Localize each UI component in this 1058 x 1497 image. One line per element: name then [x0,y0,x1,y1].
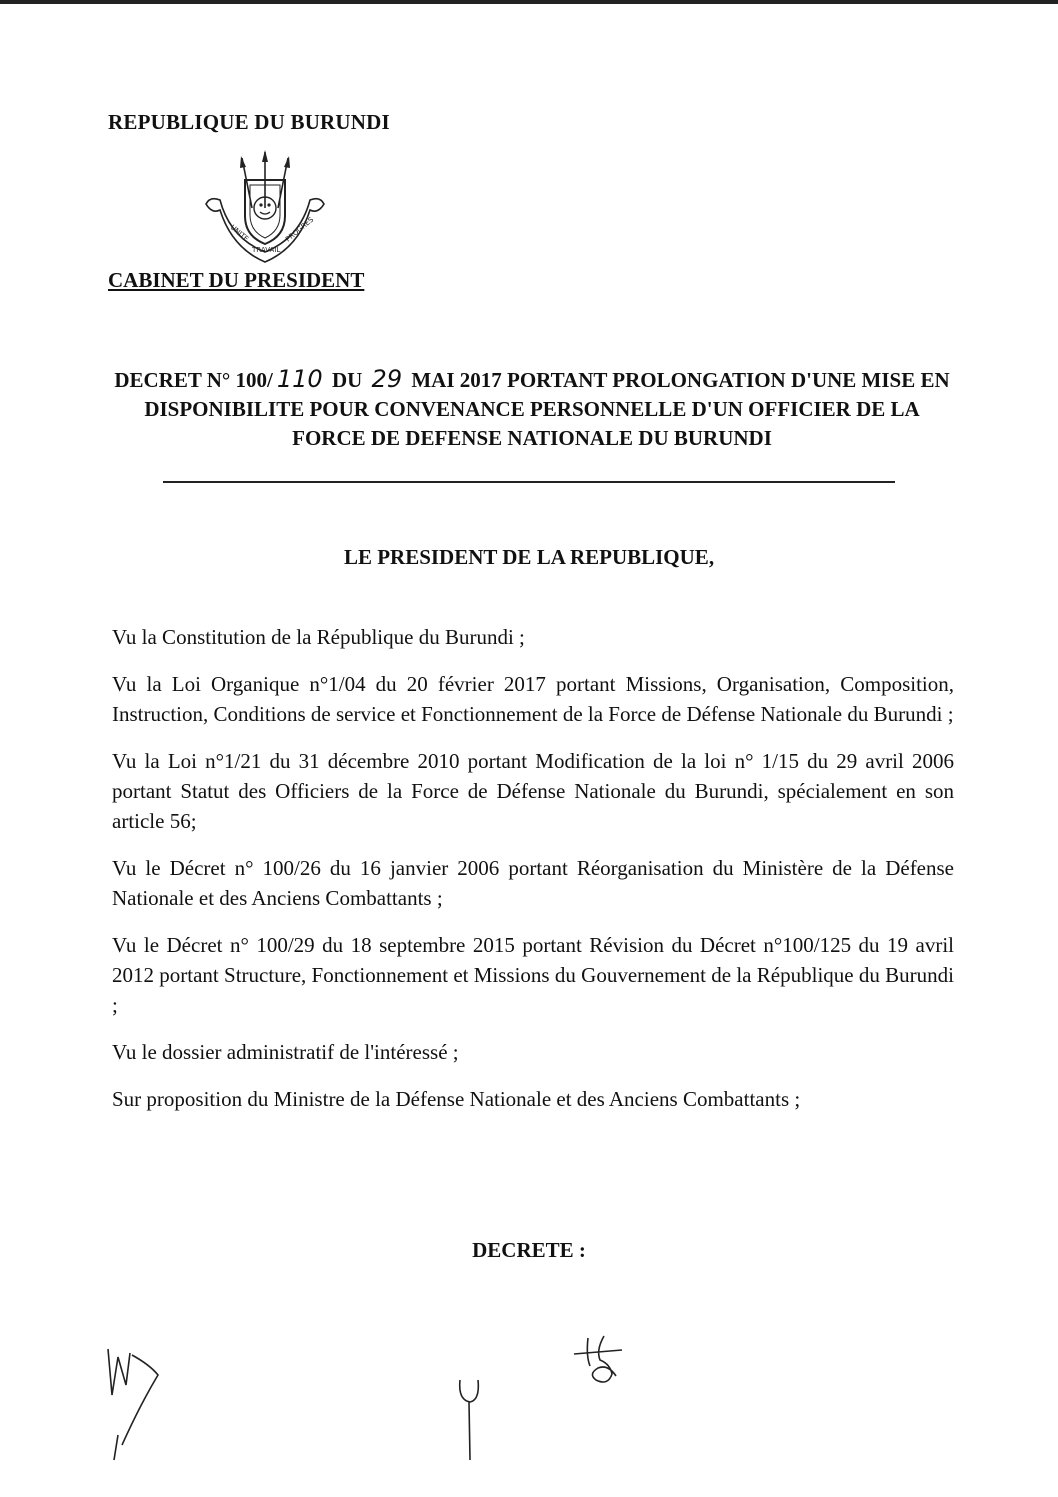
considerant-item: Vu la Loi n°1/21 du 31 décembre 2010 portant Modification de la loi n° 1/15 du 29 avril 2006 portant Statut des Officiers de la Force de Défense Nationale du Burundi, spécialement en son article 56; [112,749,954,833]
considerant-item: Vu le Décret n° 100/29 du 18 septembre 2015 portant Révision du Décret n°100/125 du 19 avril 2012 portant Structure, Fonctionnement et Missions du Gouvernement de la République du Burundi ; [112,933,954,1017]
considerant-item: Vu le dossier administratif de l'intéressé ; [112,1040,459,1064]
country-header: REPUBLIQUE DU BURUNDI [108,110,390,134]
considerant-item: Vu la Constitution de la République du Burundi ; [112,625,525,649]
decree-title-part3: MAI 2017 PORTANT PROLONGATION D'UNE MISE EN DISPONIBILITE POUR CONVENANCE PERSONNELLE D'UN OFFICIER DE LA FORCE DE DEFENSE NATIONALE DU BURUNDI [144,368,950,450]
considerants-list [112,622,954,1131]
svg-text:PROGRES: PROGRES [284,215,316,244]
initials-signature-left [100,1335,170,1465]
title-divider [163,481,895,483]
cabinet-header: CABINET DU PRESIDENT [108,268,365,292]
considerant-item: Vu le Décret n° 100/26 du 16 janvier 2006 portant Réorganisation du Ministère de la Défense Nationale et des Anciens Combattants ; [112,856,954,910]
considerant-item: Vu la Loi Organique n°1/04 du 20 février 2017 portant Missions, Organisation, Composition, Instruction, Conditions de service et Fonctionnement de la Force de Défense Nationale du Burundi ; [112,672,954,726]
svg-text:TRAVAIL: TRAVAIL [252,246,281,254]
coat-of-arms-icon [200,148,330,268]
president-heading: LE PRESIDENT DE LA REPUBLIQUE, [343,545,715,569]
decree-day-handwritten: 29 [371,365,403,393]
svg-text:UNITE: UNITE [228,223,251,244]
initials-signature-middle [450,1370,490,1465]
decree-number-handwritten: 110 [276,365,323,393]
initials-signature-right [568,1330,628,1390]
decree-title-part2: DU [331,368,363,392]
decree-title [112,365,952,453]
page-top-border [0,0,1058,4]
decree-title-part1: DECRET N° 100/ [114,368,273,392]
decrete-heading: DECRETE : [472,1238,586,1262]
considerant-item: Sur proposition du Ministre de la Défense Nationale et des Anciens Combattants ; [112,1087,801,1111]
